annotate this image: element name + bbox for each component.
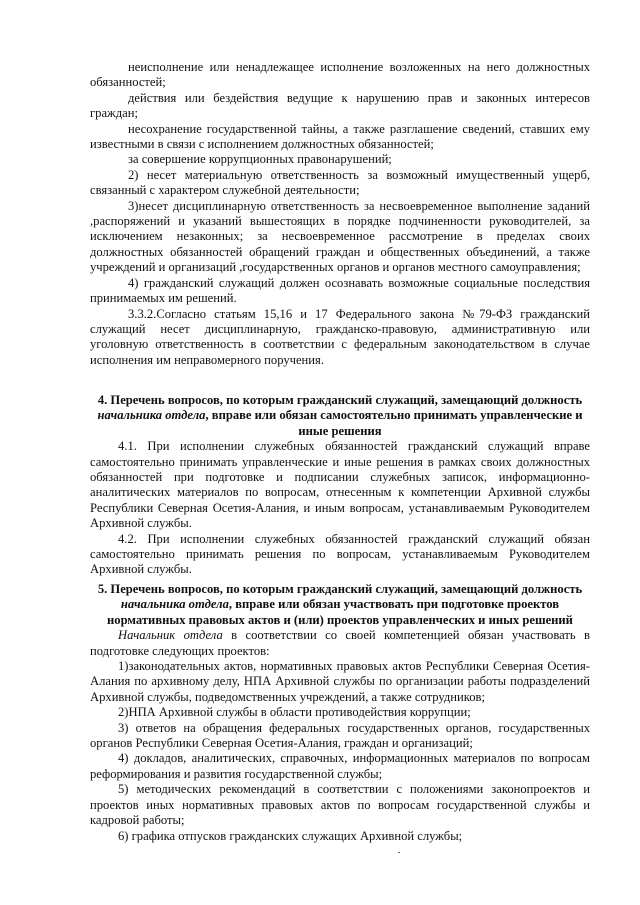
heading-position: начальника отдела <box>120 597 229 612</box>
paragraph: действия или бездействия ведущие к нарушению прав и законных интересов граждан; <box>90 90 590 121</box>
section-5-heading <box>90 582 590 628</box>
intro-position: Начальник отдела <box>118 628 223 643</box>
section-4 <box>90 393 590 578</box>
heading-line: 5. Перечень вопросов, по которым гражданский служащий, замещающий должность <box>97 582 583 596</box>
heading-line: , вправе или обязан самостоятельно принимать управленческие и иные решения <box>205 408 583 438</box>
paragraph: 3)несет дисциплинарную ответственность за несвоевременное выполнение заданий ,распоряжений и указаний вышестоящих в порядке подчиненности руководителей, за исключением незаконных; за несвоевременное рассмотрение в пределах своих должностных обязанностей обращений граждан и общественных объединений, а также учреждений и организаций ,государственных органов и органов местного самоуправления; <box>90 198 590 275</box>
heading-position: начальника отдела <box>97 408 206 423</box>
paragraph: неисполнение или ненадлежащее исполнение возложенных на него должностных обязанностей; <box>90 60 590 90</box>
paragraph: 1)законодательных актов, нормативных правовых актов Республики Северная Осетия-Алания по архивному делу, НПА Архивной службы по организации работы подразделений Архивной службы, подведомственных учреждений, а также сотрудников; <box>90 659 590 704</box>
scan-speck <box>398 852 400 853</box>
heading-line: , вправе или обязан участвовать при подготовке проектов нормативных правовых актов и (или) проектов управленческих и иных решений <box>107 597 573 627</box>
paragraph: 3.3.2.Согласно статьям 15,16 и 17 Федерального закона №79-ФЗ гражданский служащий несет дисциплинарную, гражданско-правовую, административную или уголовную ответственность в соответствии с федеральным законодательством в случае исполнения им неправомерного поручения. <box>90 306 590 367</box>
paragraph: несохранение государственной тайны, а также разглашение сведений, ставших ему известными в связи с исполнением должностных обязанностей; <box>90 121 590 152</box>
paragraph: 3) ответов на обращения федеральных государственных органов, государственных органов Республики Северная Осетия-Алания, граждан и организаций; <box>90 720 590 751</box>
paragraph: 4.1. При исполнении служебных обязанностей гражданский служащий вправе самостоятельно принимать управленческие и иные решения в рамках своих должностных обязанностей при подготовке и подписании служебных записок, информационно-аналитических материалов по вопросам, отнесенным к компетенции Архивной службы Республики Северная Осетия-Алания, и иным вопросам, устанавливаемым Руководителем Архивной службы. <box>90 439 590 531</box>
paragraph: за совершение коррупционных правонарушений; <box>128 152 392 167</box>
paragraph: 4) докладов, аналитических, справочных, информационных материалов по вопросам реформирования и развития государственной службы; <box>90 751 590 781</box>
heading-line: 4. Перечень вопросов, по которым гражданский служащий, замещающий должность <box>97 393 583 407</box>
paragraph: 4) гражданский служащий должен осознавать возможные социальные последствия принимаемых им решений. <box>90 275 590 306</box>
intro-text: в соответствии со своей компетенцией обязан участвовать в подготовке следующих проектов: <box>90 628 590 658</box>
paragraph: 2)НПА Архивной службы в области противодействия коррупции; <box>118 705 471 720</box>
section-3-continuation <box>90 60 590 368</box>
paragraph <box>90 628 590 659</box>
section-4-heading <box>90 393 590 439</box>
paragraph: 6) графика отпусков гражданских служащих Архивной службы; <box>118 828 463 843</box>
section-5 <box>90 582 590 844</box>
paragraph: 2) несет материальную ответственность за возможный имущественный ущерб, связанный с характером служебной деятельности; <box>90 167 590 198</box>
paragraph: 4.2. При исполнении служебных обязанностей гражданский служащий обязан самостоятельно принимать решения по вопросам, устанавливаемым Руководителем Архивной службы. <box>90 531 590 577</box>
paragraph: 5) методических рекомендаций в соответствии с положениями законопроектов и проектов иных нормативных правовых актов по вопросам государственной службы и кадровой работы; <box>90 782 590 828</box>
